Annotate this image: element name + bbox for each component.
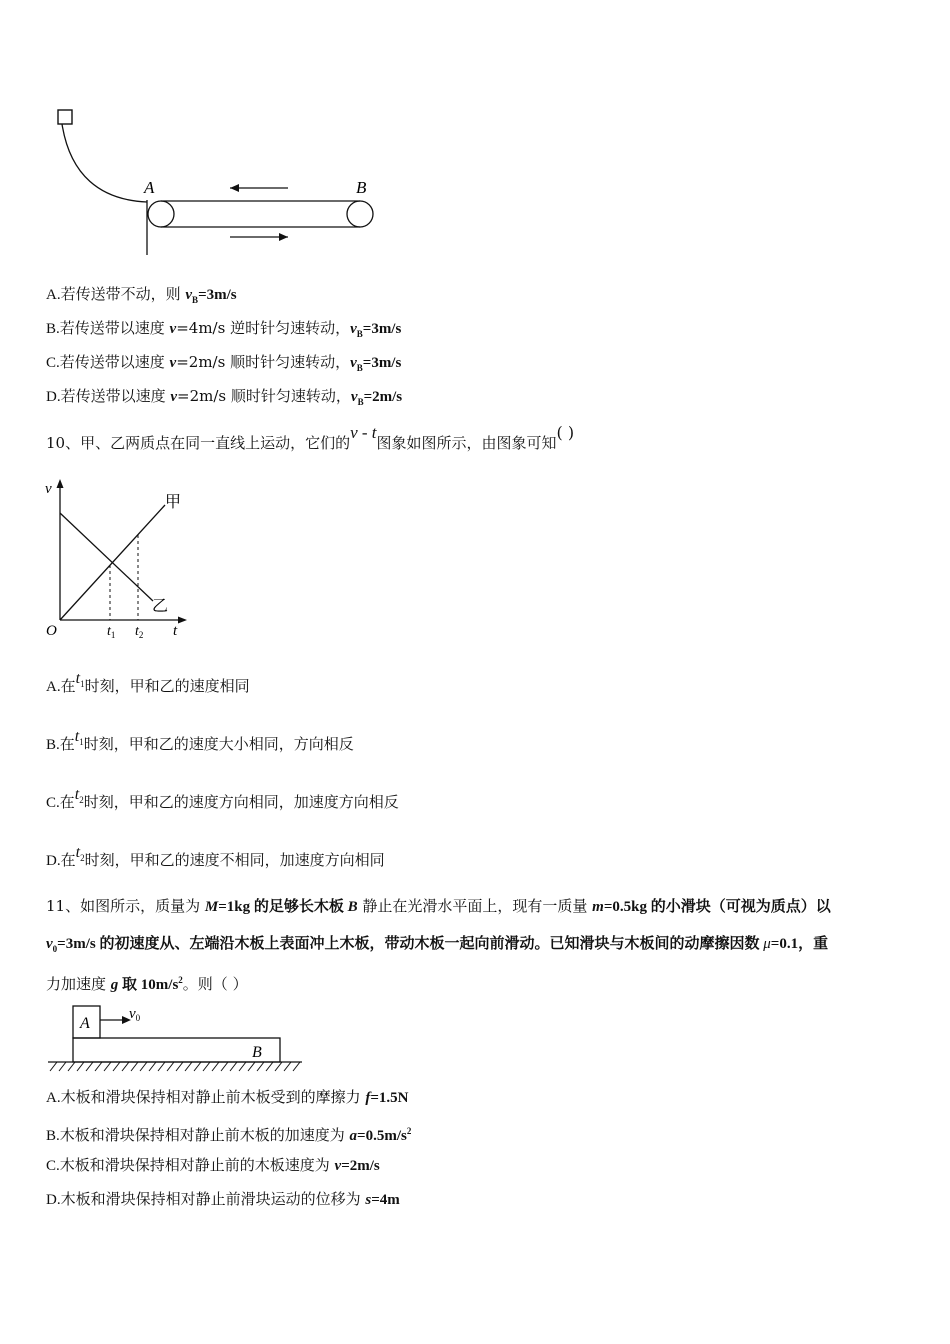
option-text: 若传送带不动，则 [60, 285, 186, 303]
stem-text-post: 图象如图所示，由图象可知 [376, 434, 557, 452]
value: =3m/s [362, 321, 402, 337]
option-text-mid: =2m/s 顺时针匀速转动， [177, 387, 351, 405]
arrow-left-head [230, 184, 239, 192]
symbol: v [169, 355, 177, 371]
symbol: v [350, 321, 357, 337]
option-text-post: 时刻，甲和乙的速度方向相同，加速度方向相反 [83, 793, 399, 811]
conveyor-belt-figure [40, 100, 400, 260]
value: =3m/s [362, 355, 402, 371]
option-letter: D. [46, 853, 61, 869]
stem-text: 静止在光滑水平面上，现有一质量 [357, 897, 593, 915]
option-letter: B. [46, 321, 60, 337]
option-letter: A. [46, 287, 61, 303]
stem-text: =3m/s 的初速度从、左端沿木板上表面冲上木板，带动木板一起向前滑动。已知滑块与木板间的动摩擦因数 [57, 936, 764, 952]
q11-stem-line1 [46, 896, 831, 917]
stem-text: 力加速度 [46, 975, 111, 993]
board-b-label: B [252, 1044, 262, 1061]
value: =4m [371, 1192, 400, 1208]
yi-label: 乙 [152, 598, 169, 615]
symbol-g: g [110, 977, 119, 993]
option-text: 若传送带以速度 [60, 387, 171, 405]
q11-stem-line3 [46, 970, 248, 995]
curved-ramp [62, 124, 147, 202]
q9-option-d [46, 386, 402, 412]
stem-text: =0.1，重 [770, 936, 829, 952]
option-text: 木板和滑块保持相对静止前滑块运动的位移为 [60, 1190, 366, 1208]
t1-label: $t_1$ [107, 624, 116, 640]
symbol: a [349, 1128, 358, 1144]
q10-option-a [46, 670, 250, 702]
label-a: A [144, 178, 155, 197]
symbol: v [169, 321, 177, 337]
stem-text: 10、甲、乙两质点在同一直线上运动，它们的 [46, 434, 351, 452]
q10-option-b [46, 728, 354, 760]
v-axis-arrow [57, 479, 64, 488]
ground-hatch [50, 1062, 300, 1071]
q9-option-c [46, 352, 401, 378]
origin-label: O [46, 623, 57, 639]
symbol-v: v [46, 936, 53, 952]
q9-option-b [46, 318, 401, 344]
subscript: B [356, 329, 363, 339]
option-letter: D. [46, 389, 61, 405]
board-b [73, 1038, 280, 1062]
option-letter: C. [46, 795, 60, 811]
v-axis-label: v [45, 481, 52, 497]
subscript: B [356, 363, 363, 373]
option-text-post: 时刻，甲和乙的速度不相同，加速度方向相同 [84, 851, 385, 869]
symbol-m: m [592, 899, 604, 915]
option-text: 若传送带以速度 [59, 353, 170, 371]
symbol: v [185, 287, 193, 303]
option-text: 若传送带以速度 [59, 319, 170, 337]
option-letter: C. [46, 1158, 60, 1174]
t-symbol: $t_2$ [74, 786, 84, 806]
option-letter: B. [46, 737, 60, 753]
q10-stem [46, 423, 575, 453]
option-text: 在 [59, 793, 75, 811]
t-symbol: $t_1$ [75, 670, 85, 690]
option-text: 木板和滑块保持相对静止前木板受到的摩擦力 [60, 1088, 366, 1106]
arrow-right-head [279, 233, 288, 241]
value: =1.5N [370, 1090, 409, 1106]
option-text-mid: =2m/s 顺时针匀速转动， [176, 353, 351, 371]
option-text: 在 [59, 735, 75, 753]
option-letter: A. [46, 679, 61, 695]
vt-symbol: v - t [350, 423, 377, 442]
q11-option-d [46, 1189, 400, 1210]
option-text: 木板和滑块保持相对静止前的木板速度为 [59, 1156, 335, 1174]
yi-line [60, 513, 153, 601]
symbol-mu: μ [763, 936, 771, 952]
option-letter: C. [46, 355, 60, 371]
t-axis-arrow [178, 617, 187, 624]
symbol-B: B [347, 899, 358, 915]
subscript: B [357, 397, 364, 407]
option-text: 在 [60, 851, 76, 869]
symbol: v [350, 355, 357, 371]
subscript: B [192, 295, 199, 305]
value: =0.5m/s [357, 1128, 407, 1144]
symbol: v [334, 1158, 342, 1174]
t-symbol: $t_2$ [75, 844, 85, 864]
q10-option-c [46, 786, 399, 818]
symbol: v [170, 389, 178, 405]
option-text-mid: =4m/s 逆时针匀速转动， [176, 319, 351, 337]
ramp-block [58, 110, 72, 124]
answer-paren: ( ) [556, 423, 575, 442]
q11-option-b [46, 1121, 411, 1146]
q11-stem-line2 [46, 933, 828, 959]
option-letter: A. [46, 1090, 61, 1106]
value: =3m/s [198, 287, 237, 303]
stem-text: =1kg 的足够长木板 [218, 899, 348, 915]
block-a-label: A [80, 1015, 90, 1032]
q10-option-d [46, 844, 385, 876]
option-text: 在 [60, 677, 76, 695]
stem-text: 。则（ ） [182, 975, 248, 993]
stem-text: 11、如图所示，质量为 [46, 897, 205, 915]
symbol: v [350, 389, 358, 405]
option-letter: D. [46, 1192, 61, 1208]
symbol-M: M [204, 899, 219, 915]
q11-option-c [46, 1155, 380, 1176]
stem-text: 取 10m/s [118, 977, 179, 993]
t2-label: $t_2$ [135, 624, 144, 640]
q9-option-a [46, 284, 237, 310]
symbol: f [365, 1090, 371, 1106]
option-letter: B. [46, 1128, 60, 1144]
option-text: 木板和滑块保持相对静止前木板的加速度为 [59, 1126, 350, 1144]
option-text-post: 时刻，甲和乙的速度相同 [84, 677, 250, 695]
jia-label: 甲 [165, 494, 182, 511]
v0-label: $v_0$ [129, 1006, 141, 1023]
t-axis-label: t [173, 623, 178, 639]
symbol: s [365, 1192, 372, 1208]
value: =2m/s [363, 389, 403, 405]
value: =2m/s [341, 1158, 380, 1174]
block-board-figure [40, 1000, 310, 1080]
roller-a [148, 201, 174, 227]
superscript: 2 [406, 1126, 412, 1136]
label-b: B [356, 178, 367, 197]
stem-text: =0.5kg 的小滑块（可视为质点）以 [603, 899, 831, 915]
roller-b [347, 201, 373, 227]
t-symbol: $t_1$ [74, 728, 84, 748]
subscript: 0 [52, 944, 58, 954]
vt-graph [40, 475, 200, 645]
option-text-post: 时刻，甲和乙的速度大小相同，方向相反 [83, 735, 354, 753]
superscript: 2 [178, 975, 183, 985]
q11-option-a [46, 1087, 409, 1108]
